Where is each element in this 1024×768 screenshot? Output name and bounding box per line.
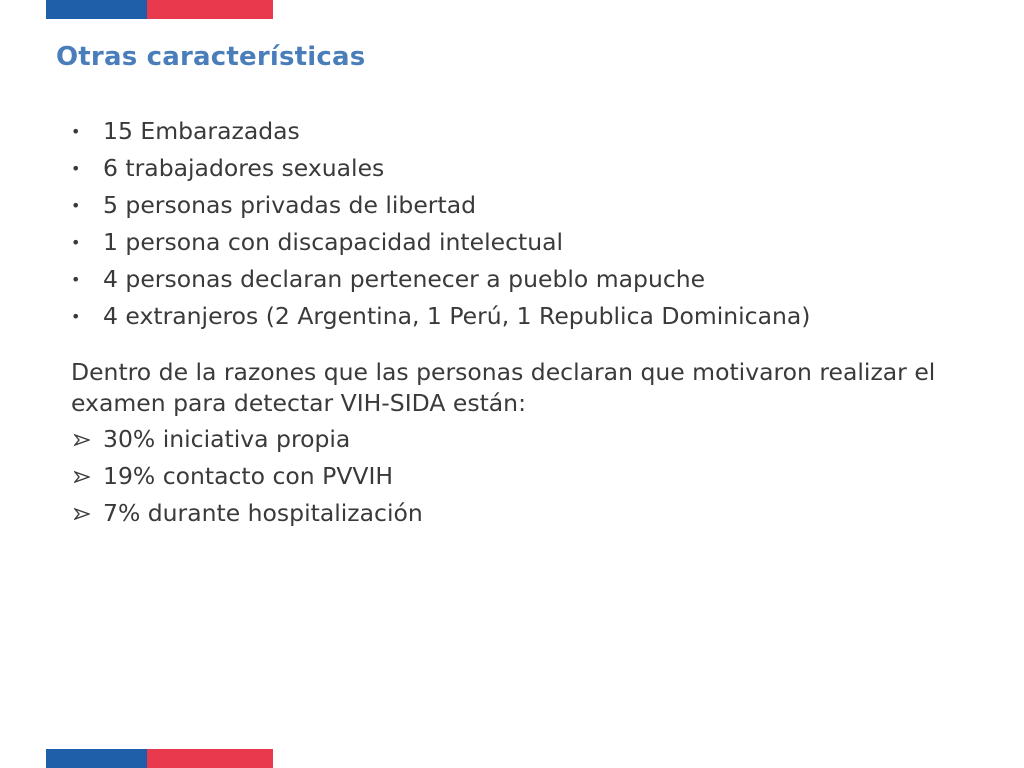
flag-red-segment [147,749,273,768]
list-item [71,187,1001,224]
list-item [71,224,1001,261]
arrow-bullet-icon [74,471,90,483]
bullet-icon: • [71,270,81,289]
bottom-flag-bar [46,749,273,768]
list-item-text: 30% iniciativa propia [103,425,351,453]
flag-blue-segment [46,0,147,19]
reasons-list [71,421,1001,532]
flag-blue-segment [46,749,147,768]
flag-red-segment [147,0,273,19]
list-item-text: 15 Embarazadas [103,117,300,145]
bullet-icon: • [71,159,81,178]
bullet-icon: • [71,122,81,141]
list-item [71,113,1001,150]
list-item [71,495,1001,532]
list-item [71,261,1001,298]
bullet-icon: • [71,196,81,215]
list-item-text: 1 persona con discapacidad intelectual [103,228,564,256]
list-item-text: 6 trabajadores sexuales [103,154,385,182]
list-item-text: 7% durante hospitalización [103,499,423,527]
top-flag-bar [46,0,273,19]
list-item [71,458,1001,495]
list-item-text: 5 personas privadas de libertad [103,191,477,219]
bullet-icon: • [71,233,81,252]
list-item [71,298,1001,335]
reasons-intro-paragraph: Dentro de la razones que las personas declaran que motivaron realizar el examen para detectar VIH-SIDA están: [71,358,936,417]
bullet-icon: • [71,307,81,326]
arrow-bullet-icon [74,434,90,446]
list-item [71,421,1001,458]
arrow-bullet-icon [74,508,90,520]
list-item-text: 19% contacto con PVVIH [103,462,394,490]
slide-title: Otras características [56,42,366,72]
list-item-text: 4 extranjeros (2 Argentina, 1 Perú, 1 Republica Dominicana) [103,302,811,330]
characteristics-list [71,113,1001,335]
list-item-text: 4 personas declaran pertenecer a pueblo mapuche [103,265,706,293]
list-item [71,150,1001,187]
slide-content [71,113,1001,532]
